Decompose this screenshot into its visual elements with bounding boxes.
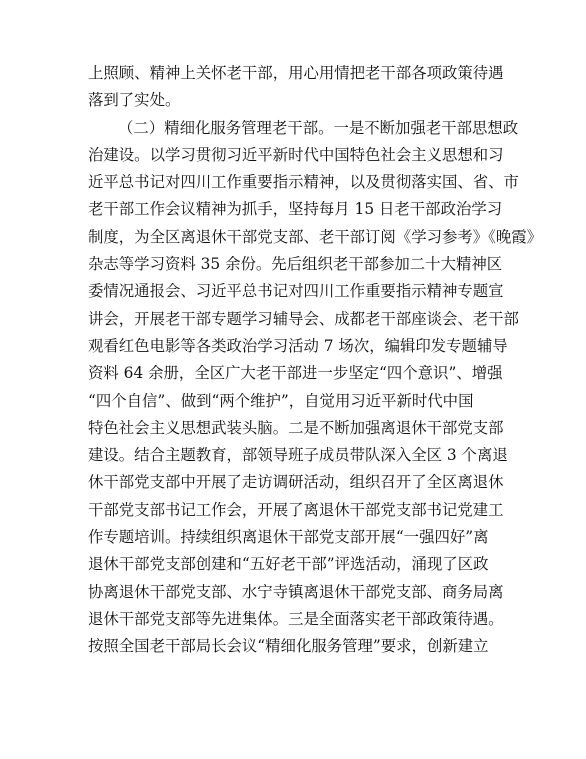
text-line: 建设。结合主题教育，部领导班子成员带队深入全区 3 个离退 bbox=[88, 446, 508, 465]
text-line: 作专题培训。持续组织离退休干部党支部开展“一强四好”离 bbox=[88, 528, 489, 547]
text-line: 上照顾、精神上关怀老干部，用心用情把老干部各项政策待遇 bbox=[88, 64, 504, 82]
text-line: 委情况通报会、习近平总书记对四川工作重要指示精神专题宣 bbox=[88, 282, 504, 301]
text-line: 制度，为全区离退休干部党支部、老干部订阅《学习参考》《晚霞》 bbox=[88, 227, 543, 246]
text-line: 治建设。以学习贯彻习近平新时代中国特色社会主义思想和习 bbox=[88, 145, 504, 164]
text-line: 观看红色电影等各类政治学习活动 7 场次，编辑印发专题辅导 bbox=[88, 336, 508, 355]
text-line: 按照全国老干部局长会议“精细化服务管理”要求，创新建立 bbox=[88, 637, 489, 656]
text-line: 老干部工作会议精神为抓手，坚持每月 15 日老干部政治学习 bbox=[88, 200, 503, 219]
text-line: 特色社会主义思想武装头脑。二是不断加强离退休干部党支部 bbox=[88, 418, 504, 437]
text-line: 干部党支部书记工作会，开展了离退休干部党支部书记党建工 bbox=[88, 500, 504, 519]
text-line: 资料 64 余册，全区广大老干部进一步坚定“四个意识”、增强 bbox=[88, 364, 503, 383]
text-line: 休干部党支部中开展了走访调研活动，组织召开了全区离退休 bbox=[88, 473, 504, 492]
text-line: 杂志等学习资料 35 余份。先后组织老干部参加二十大精神区 bbox=[88, 255, 503, 274]
body-text bbox=[88, 60, 543, 661]
text-line: 退休干部党支部等先进集体。三是全面落实老干部政策待遇。 bbox=[88, 609, 504, 628]
section-heading-line: （二）精细化服务管理老干部。一是不断加强老干部思想政 bbox=[118, 118, 519, 137]
text-line: 退休干部党支部创建和“五好老干部”评选活动，涌现了区政 bbox=[88, 555, 489, 574]
text-line: 落到了实处。 bbox=[88, 91, 181, 110]
text-line: “四个自信”、做到“两个维护”，自觉用习近平新时代中国 bbox=[88, 391, 474, 410]
text-line: 协离退休干部党支部、水宁寺镇离退休干部党支部、商务局离 bbox=[88, 582, 504, 601]
text-line: 近平总书记对四川工作重要指示精神，以及贯彻落实国、省、市 bbox=[88, 173, 519, 192]
text-line: 讲会，开展老干部专题学习辅导会、成都老干部座谈会、老干部 bbox=[88, 309, 519, 328]
